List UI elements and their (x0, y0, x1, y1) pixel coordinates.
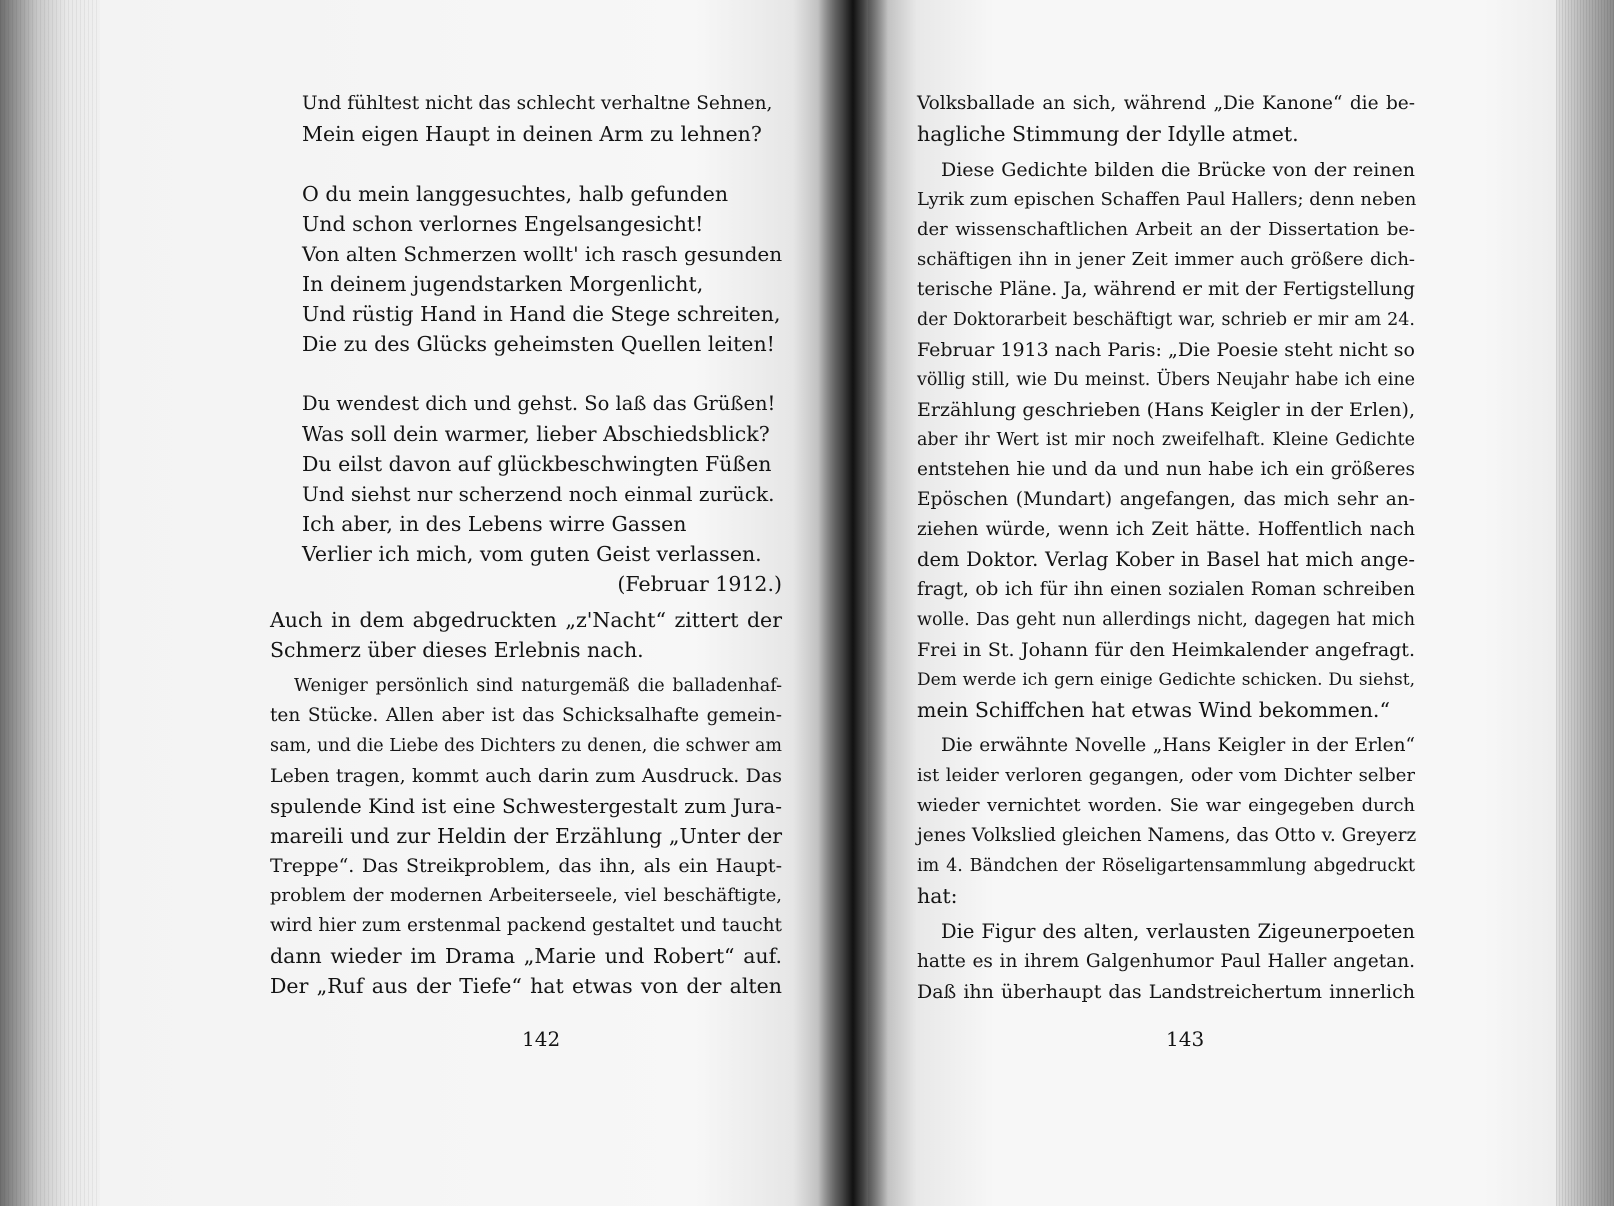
text-line: völlig still, wie Du meinst. Übers Neujahr habe ich eine (917, 370, 1415, 390)
poem-line: Von alten Schmerzen wollt' ich rasch gesunden (302, 242, 783, 266)
text-line: Frei in St. Johann für den Heimkalender angefragt. (917, 639, 1415, 661)
page-number-left: 142 (522, 1027, 561, 1051)
text-line: mein Schiffchen hat etwas Wind bekommen.“ (917, 698, 1390, 722)
text-line: hat: (917, 884, 958, 908)
text-line: wolle. Das geht nun allerdings nicht, dagegen hat mich (917, 610, 1415, 630)
text-line: spulende Kind ist eine Schwestergestalt zum Jura- (270, 794, 782, 818)
poem-stanza-2 (270, 179, 782, 359)
text-line: aber ihr Wert ist mir noch zweifelhaft. Kleine Gedichte (917, 430, 1415, 450)
text-line: hatte es in ihrem Galgenhumor Paul Haller angetan. (917, 951, 1415, 972)
text-line: Treppe“. Das Streikproblem, das ihn, als ein Haupt- (270, 855, 782, 877)
paragraph (917, 731, 1415, 911)
poem-line: Mein eigen Haupt in deinen Arm zu lehnen? (302, 122, 762, 146)
text-line: Leben tragen, kommt auch darin zum Ausdruck. Das (270, 765, 782, 787)
text-line: Diese Gedichte bilden die Brücke von der reinen (941, 159, 1415, 181)
text-line: dem Doktor. Verlag Kober in Basel hat mich ange- (917, 548, 1415, 571)
paragraph (917, 89, 1415, 149)
text-line: hagliche Stimmung der Idylle atmet. (917, 122, 1299, 146)
text-line: Lyrik zum epischen Schaffen Paul Hallers; denn neben (917, 189, 1417, 210)
poem-line: Und schon verlornes Engelsangesicht! (302, 212, 704, 236)
text-line: dann wieder im Drama „Marie und Robert“ auf. (270, 944, 782, 968)
text-line: im 4. Bändchen der Röseligartensammlung abgedruckt (917, 856, 1415, 876)
poem-line: Und siehst nur scherzend noch einmal zurück. (302, 482, 775, 506)
text-line: Die Figur des alten, verlausten Zigeunerpoeten (941, 920, 1415, 943)
poem-line: Und rüstig Hand in Hand die Stege schreiten, (302, 302, 781, 326)
text-line: Weniger persönlich sind naturgemäß die balladenhaf- (294, 676, 782, 696)
text-line: ziehen würde, wenn ich Zeit hätte. Hoffentlich nach (917, 519, 1415, 540)
poem-line: Und fühltest nicht das schlecht verhaltne Sehnen, (302, 93, 773, 114)
poem-line: Du wendest dich und gehst. So laß das Grüßen! (302, 392, 776, 415)
text-line: Die erwähnte Novelle „Hans Keigler in der Erlen“ (941, 735, 1415, 756)
poem-line: Was soll dein warmer, lieber Abschiedsblick? (302, 422, 770, 446)
text-line: entstehen hie und da und nun habe ich ein größeres (917, 459, 1415, 480)
book-gutter (818, 0, 888, 1206)
text-line: Schmerz über dieses Erlebnis nach. (270, 638, 644, 662)
paragraph (917, 917, 1415, 1007)
text-line: Auch in dem abgedruckten „z'Nacht“ zittert der (270, 608, 782, 632)
text-line: sam, und die Liebe des Dichters zu denen, die schwer am (270, 736, 782, 756)
text-line: Volksballade an sich, während „Die Kanone“ die be- (917, 93, 1415, 114)
poem-stanza-1 (270, 89, 782, 149)
poem-date: (Februar 1912.) (617, 572, 782, 596)
text-line: jenes Volkslied gleichen Namens, das Otto v. Greyerz (917, 825, 1417, 846)
poem-line: Du eilst davon auf glückbeschwingten Füßen (302, 452, 772, 476)
paragraph (270, 605, 782, 665)
right-page-edges (1556, 0, 1614, 1206)
poem-stanza-3 (270, 389, 782, 569)
right-page-text (917, 89, 1415, 1007)
text-line: mareili und zur Heldin der Erzählung „Unter der (270, 824, 782, 848)
text-line: Daß ihn überhaupt das Landstreichertum innerlich (917, 981, 1415, 1003)
text-line: wieder vernichtet worden. Sie war eingegeben durch (917, 795, 1415, 816)
text-line: Epöschen (Mundart) angefangen, das mich sehr an- (917, 489, 1415, 510)
page-number-right: 143 (1166, 1027, 1205, 1051)
paragraph (917, 155, 1415, 725)
poem-line: Die zu des Glücks geheimsten Quellen leiten! (302, 332, 775, 356)
text-line: wird hier zum erstenmal packend gestaltet und taucht (270, 915, 782, 936)
text-line: der wissenschaftlichen Arbeit an der Dissertation be- (917, 219, 1415, 240)
text-line: Der „Ruf aus der Tiefe“ hat etwas von der alten (270, 974, 782, 998)
text-line: ist leider verloren gegangen, oder vom Dichter selber (917, 765, 1415, 786)
poem-line: Ich aber, in des Lebens wirre Gassen (302, 512, 687, 536)
text-line: schäftigen ihn in jener Zeit immer auch größere dich- (917, 249, 1415, 270)
poem-line: In deinem jugendstarken Morgenlicht, (302, 272, 704, 296)
text-line: terische Pläne. Ja, während er mit der Fertigstellung (917, 279, 1415, 300)
text-line: fragt, ob ich für ihn einen sozialen Roman schreiben (917, 579, 1415, 600)
text-line: problem der modernen Arbeiterseele, viel beschäftigte, (270, 885, 782, 906)
text-line: der Doktorarbeit beschäftigt war, schrieb er mir am 24. (917, 310, 1415, 330)
paragraph (270, 671, 782, 1001)
left-page-text (270, 89, 782, 1001)
text-line: Erzählung geschrieben (Hans Keigler in der Erlen), (917, 399, 1415, 421)
text-line: Dem werde ich gern einige Gedichte schicken. Du siehst, (917, 670, 1415, 690)
poem-line: Verlier ich mich, vom guten Geist verlassen. (302, 542, 762, 566)
poem-line: O du mein langgesuchtes, halb gefunden (302, 182, 729, 206)
text-line: Februar 1913 nach Paris: „Die Poesie steht nicht so (917, 339, 1415, 361)
text-line: ten Stücke. Allen aber ist das Schicksalhafte gemein- (270, 705, 782, 726)
